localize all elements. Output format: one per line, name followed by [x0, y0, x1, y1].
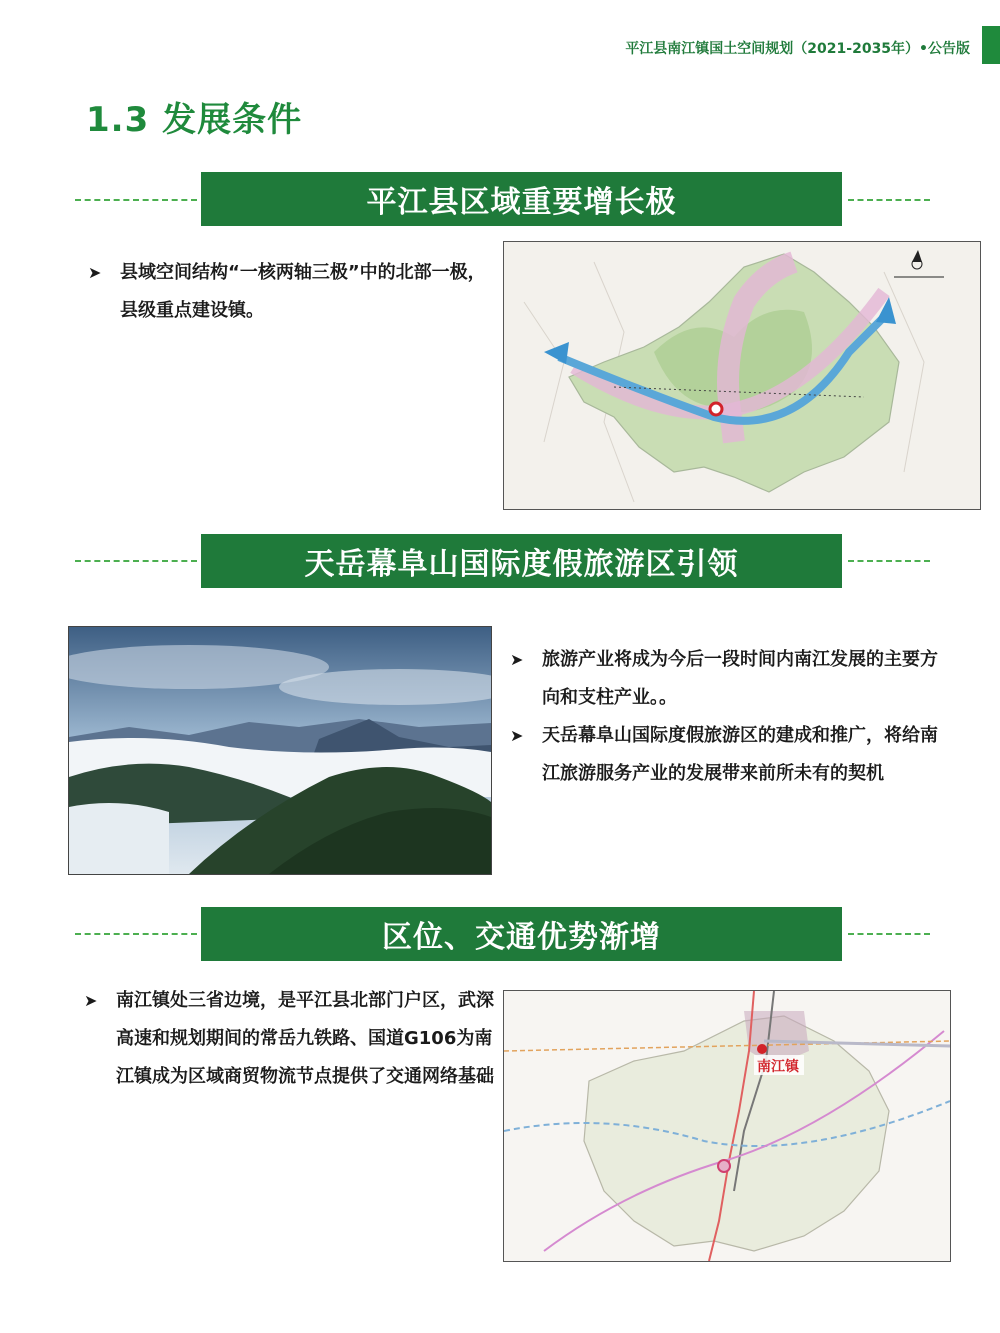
- section3-bullets: [84, 982, 499, 1096]
- banner-right-dash: [848, 933, 930, 935]
- arrow-bullet-icon: ➤: [510, 650, 524, 669]
- section-banner-location-transport: 区位、交通优势渐增: [201, 907, 842, 961]
- bullet-item: [510, 717, 950, 793]
- banner-left-dash: [75, 560, 197, 562]
- document-header-title: 平江县南江镇国土空间规划（2021-2035年）•公告版: [625, 41, 970, 57]
- bullet-text: 旅游产业将成为今后一段时间内南江发展的主要方向和支柱产业。。: [542, 649, 938, 708]
- section2-bullets: [510, 641, 950, 793]
- banner-left-dash: [75, 199, 197, 201]
- header-corner-block: [982, 26, 1000, 64]
- mountain-sea-of-clouds-photo: [68, 626, 492, 875]
- bullet-text: 县域空间结构“一核两轴三极”中的北部一极，县级重点建设镇。: [120, 262, 486, 321]
- arrow-bullet-icon: ➤: [88, 263, 102, 282]
- transport-network-map-graphic: [504, 991, 950, 1261]
- page-title: 1.3 发展条件: [86, 100, 303, 140]
- banner-right-dash: [848, 199, 930, 201]
- bullet-item: [84, 982, 499, 1096]
- section-banner-growth-pole: 平江县区域重要增长极: [201, 172, 842, 226]
- bullet-item: [88, 254, 488, 330]
- county-structure-map-graphic: [504, 242, 980, 509]
- county-structure-map: [503, 241, 981, 510]
- bullet-item: [510, 641, 950, 717]
- nanjiang-town-label: 南江镇: [757, 1059, 799, 1075]
- banner-right-dash: [848, 560, 930, 562]
- section1-bullets: [88, 254, 488, 330]
- county-core-marker: [710, 403, 722, 415]
- bullet-text: 南江镇处三省边境，是平江县北部门户区，武深高速和规划期间的常岳九铁路、国道G106为南江镇成为区域商贸物流节点提供了交通网络基础: [116, 990, 494, 1087]
- arrow-bullet-icon: ➤: [510, 726, 524, 745]
- section-banner-tourism: 天岳幕阜山国际度假旅游区引领: [201, 534, 842, 588]
- transport-network-map: [503, 990, 951, 1262]
- bullet-text: 天岳幕阜山国际度假旅游区的建成和推广，将给南江旅游服务产业的发展带来前所未有的契机: [542, 725, 938, 784]
- arrow-bullet-icon: ➤: [84, 991, 98, 1010]
- banner-left-dash: [75, 933, 197, 935]
